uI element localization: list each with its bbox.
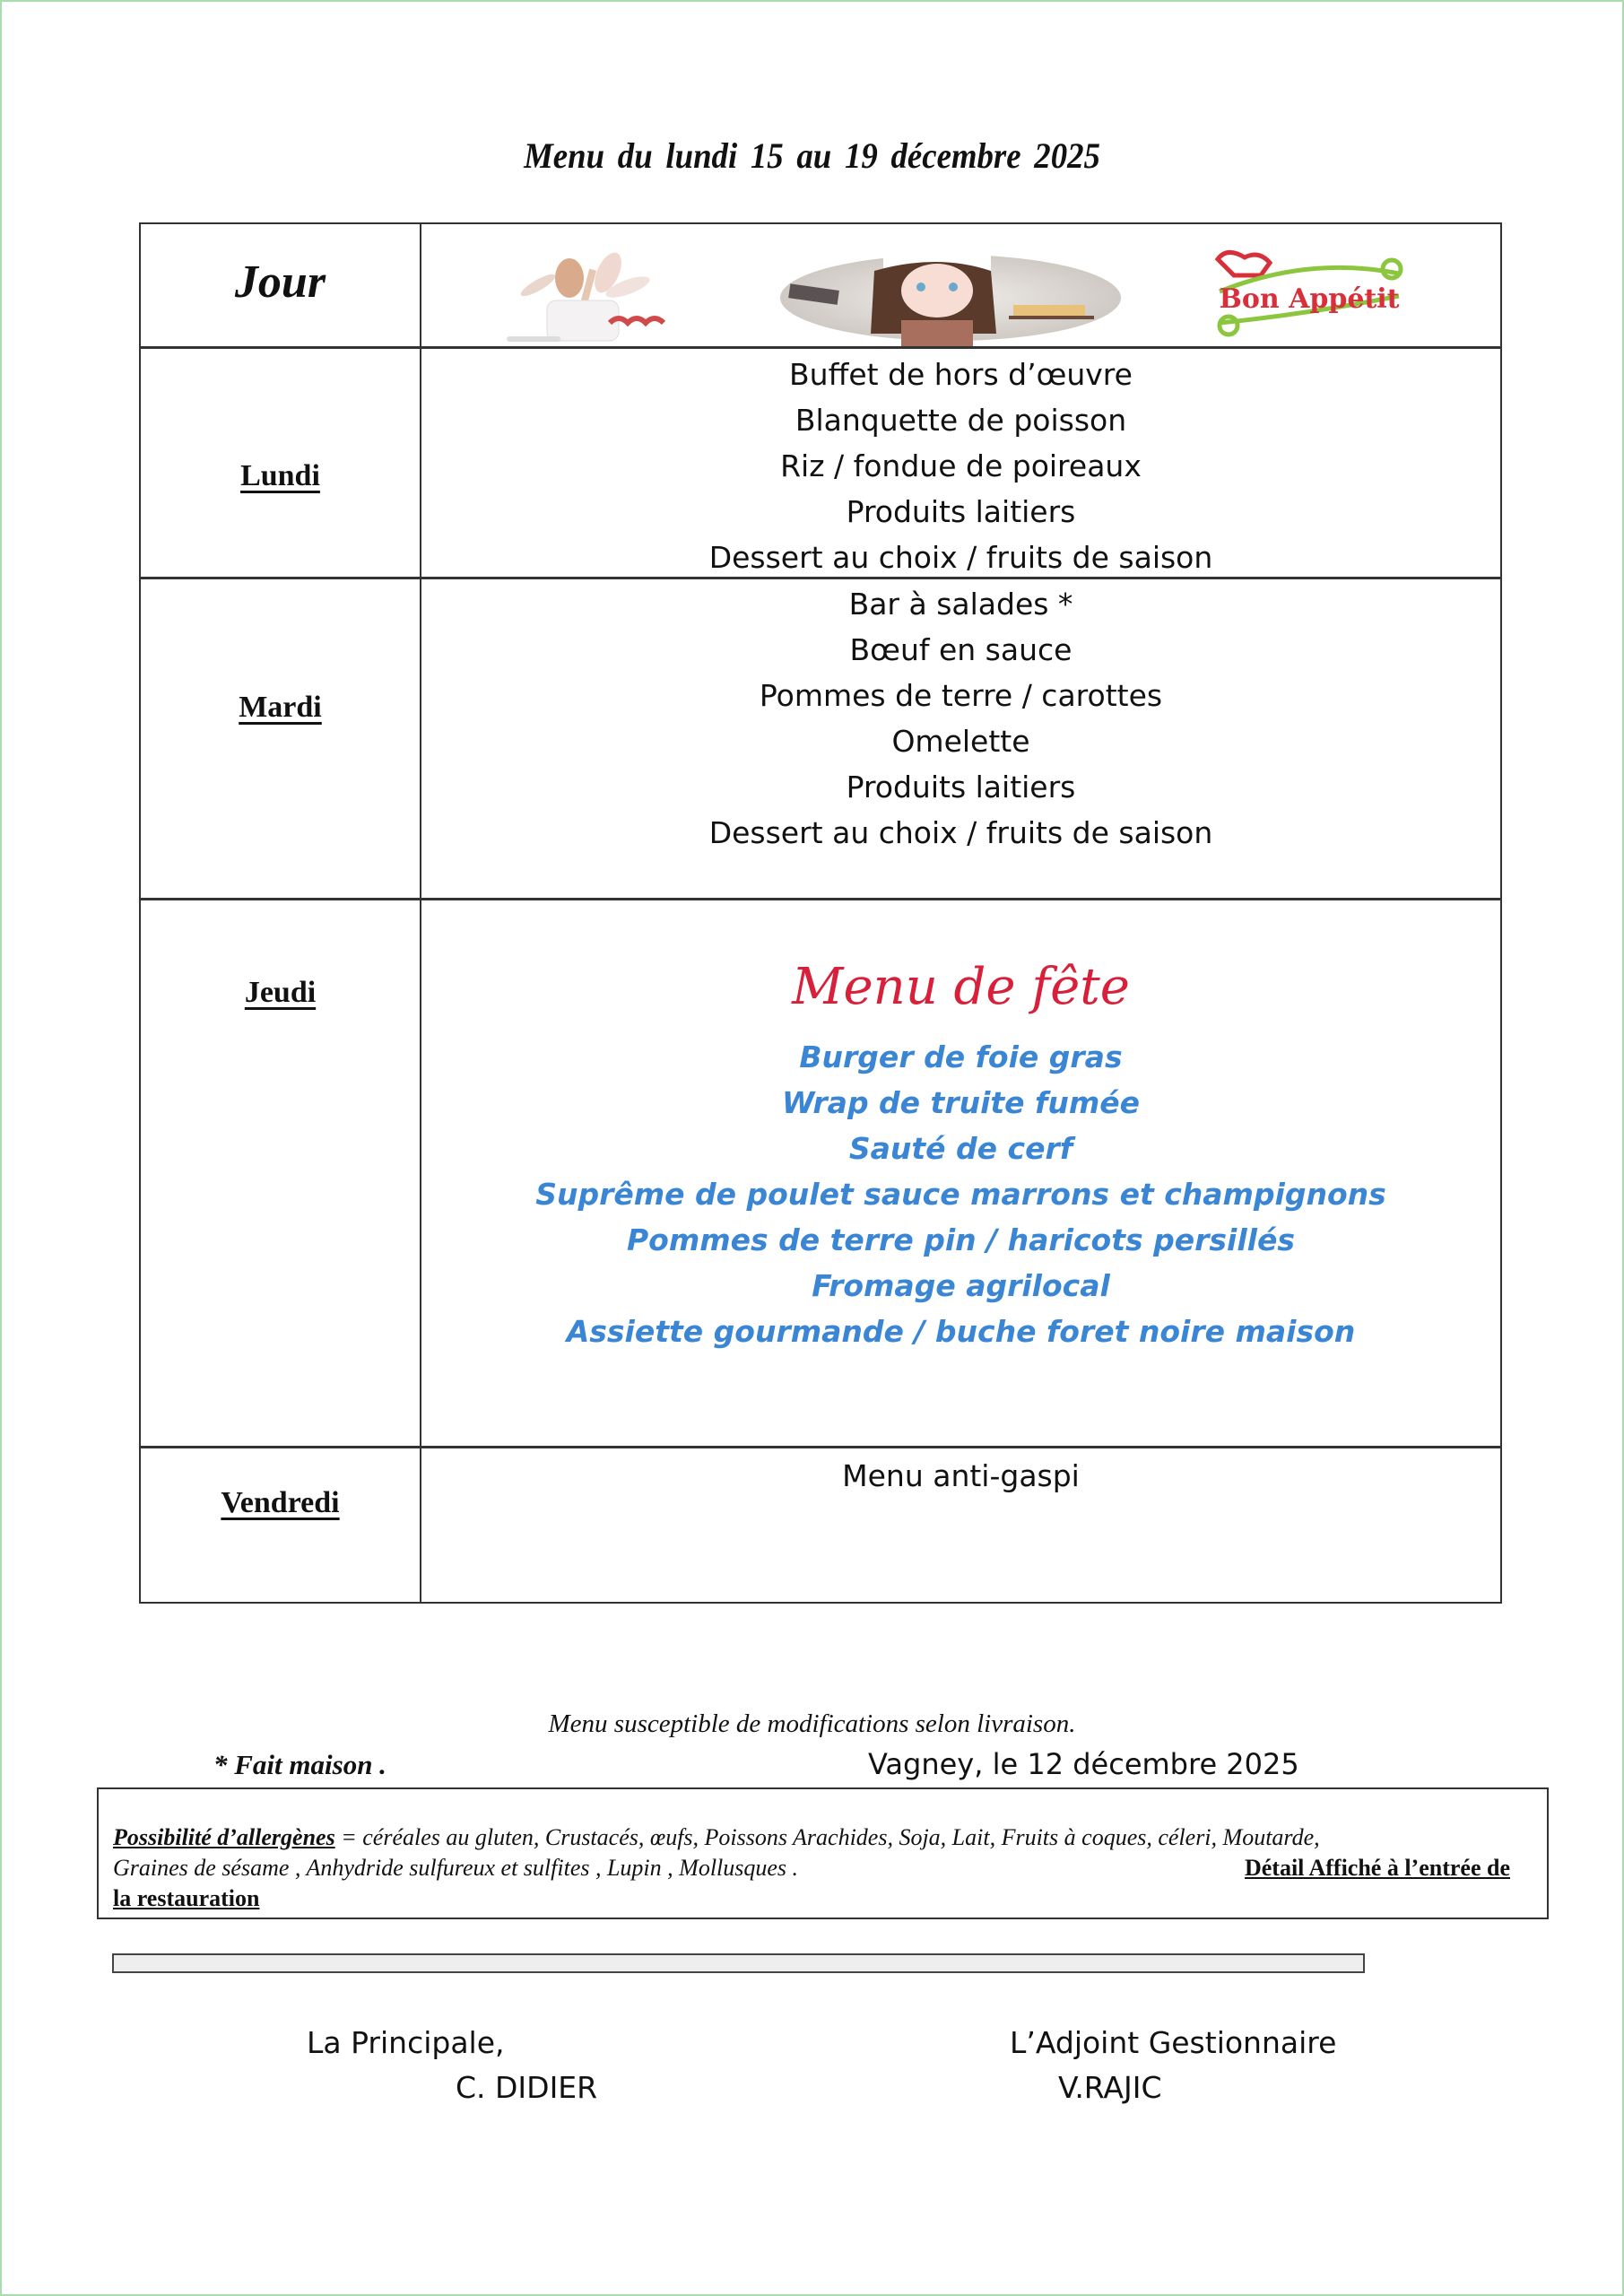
dish: Produits laitiers — [846, 494, 1076, 529]
allergen-equals: = — [334, 1824, 363, 1850]
dish: Fromage agrilocal — [812, 1268, 1110, 1303]
dish: Dessert au choix / fruits de saison — [708, 815, 1213, 850]
utensils-icon — [502, 251, 682, 346]
page-title: Menu du lundi 15 au 19 décembre 2025 — [524, 135, 1100, 176]
modification-note: Menu susceptible de modifications selon livraison. — [548, 1709, 1076, 1738]
dish: Menu anti-gaspi — [842, 1458, 1080, 1493]
dish: Pommes de terre pin / haricots persillés — [626, 1222, 1296, 1257]
row-divider — [139, 1446, 1502, 1448]
bon-appetit-text: Bon Appétit — [1219, 283, 1400, 315]
dish: Omelette — [891, 724, 1030, 759]
row-divider — [139, 898, 1502, 900]
allergen-text — [113, 1822, 1530, 1914]
day-label-lundi: Lundi — [240, 459, 320, 492]
dish: Riz / fondue de poireaux — [780, 448, 1142, 483]
dish: Suprême de poulet sauce marrons et champignons — [535, 1177, 1386, 1212]
dish: Burger de foie gras — [799, 1039, 1123, 1074]
dish: Produits laitiers — [846, 770, 1076, 804]
jour-header: Jour — [234, 257, 326, 308]
dish: Wrap de truite fumée — [781, 1085, 1141, 1120]
fait-maison-note: * Fait maison . — [213, 1749, 386, 1780]
dish: Pommes de terre / carottes — [759, 678, 1163, 713]
place-date: Vagney, le 12 décembre 2025 — [868, 1747, 1299, 1781]
allergen-detail-1: Détail Affiché à l’entrée de — [1244, 1855, 1510, 1881]
day-label-jeudi: Jeudi — [244, 976, 317, 1009]
day-label-vendredi: Vendredi — [221, 1486, 340, 1519]
allergen-list-2: Graines de sésame , Anhydride sulfureux et sulfites , Lupin , Mollusques . — [113, 1855, 799, 1881]
dish: Blanquette de poisson — [795, 403, 1127, 438]
dish: Sauté de cerf — [848, 1131, 1073, 1166]
allergen-label: Possibilité d’allergènes — [113, 1824, 335, 1850]
separator-bar — [112, 1953, 1365, 1973]
signature-left-title: La Principale, — [307, 2025, 505, 2060]
jeudi-dishes — [421, 1034, 1500, 1354]
signature-left-name: C. DIDIER — [456, 2070, 598, 2105]
lundi-dishes — [421, 352, 1500, 580]
signature-right-name: V.RAJIC — [1058, 2070, 1162, 2105]
allergen-list-1: céréales au gluten, Crustacés, œufs, Poissons Arachides, Soja, Lait, Fruits à coques, céleri, Moutarde, — [362, 1824, 1320, 1850]
dish: Buffet de hors d’œuvre — [789, 357, 1133, 392]
dish: Bœuf en sauce — [849, 632, 1073, 667]
mardi-dishes — [421, 581, 1500, 856]
allergen-detail-2: la restauration — [113, 1885, 260, 1911]
bon-appetit-logo-icon — [1202, 247, 1417, 341]
dish: Assiette gourmande / buche foret noire maison — [566, 1314, 1356, 1349]
vendredi-dishes — [421, 1453, 1500, 1499]
signature-right-title: L’Adjoint Gestionnaire — [1010, 2025, 1337, 2060]
bon-appetit-logo — [1202, 247, 1417, 341]
dish: Bar à salades * — [848, 587, 1073, 622]
festive-menu-title: Menu de fête — [792, 958, 1130, 1016]
dish: Dessert au choix / fruits de saison — [708, 540, 1213, 575]
kitchen-utensils-image — [502, 251, 682, 346]
day-label-mardi: Mardi — [239, 691, 322, 724]
chef-illustration-icon — [767, 235, 1134, 346]
row-divider — [139, 346, 1502, 349]
chef-girl-image — [767, 235, 1134, 346]
